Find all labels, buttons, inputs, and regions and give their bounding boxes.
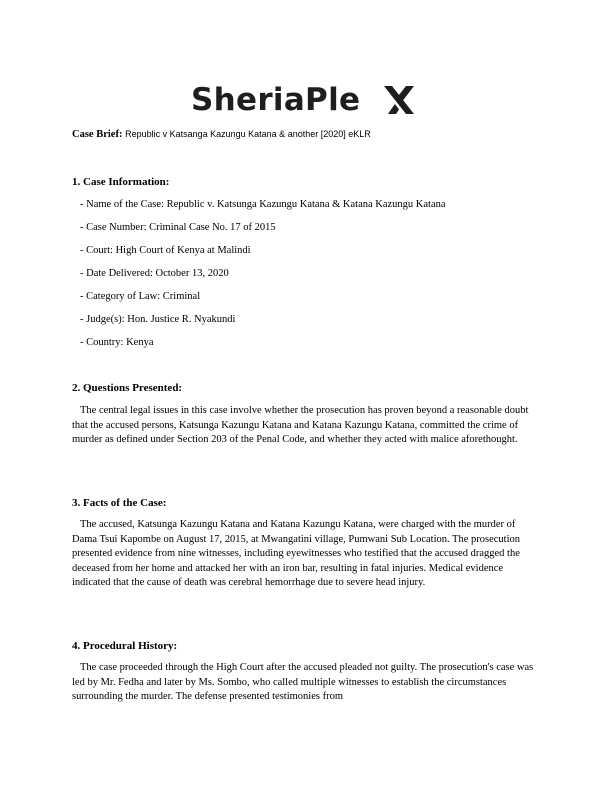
case-info-number: - Case Number: Criminal Case No. 17 of 2015 xyxy=(80,222,276,233)
questions-paragraph: The central legal issues in this case involve whether the prosecution has proven beyond a reasonable doubt that the accused persons, Katsunga Kazungu Katana and Katana Kazungu Katana, committed the crime of murder as defined under Section 203 of the Penal Code, and whether they acted with malice aforethought. xyxy=(72,405,529,446)
case-info-name: - Name of the Case: Republic v. Katsunga Kazungu Katana & Katana Kazungu Katana xyxy=(80,199,446,210)
section-heading-case-information: 1. Case Information: xyxy=(72,176,170,188)
section-heading-facts: 3. Facts of the Case: xyxy=(72,497,167,509)
case-info-category: - Category of Law: Criminal xyxy=(80,291,201,302)
facts-paragraph: The accused, Katsunga Kazungu Katana and Katana Kazungu Katana, were charged with the murder of Dama Tsui Kapombe on August 17, 2015, at Mwangatini village, Pumwani Sub Location. The prosecution presented evidence from nine witnesses, including eyewitnesses who testified that the accused dragged the deceased from her home and attacked her with an iron bar, resulting in fatal injuries. Medical evidence indicated that the cause of death was cerebral hemorrhage due to severe head injury. xyxy=(72,519,520,589)
case-info-judges: - Judge(s): Hon. Justice R. Nyakundi xyxy=(80,314,236,325)
case-info-date: - Date Delivered: October 13, 2020 xyxy=(80,268,229,279)
logo-text: SheriaPle xyxy=(191,82,361,118)
procedural-paragraph: The case proceeded through the High Court after the accused pleaded not guilty. The prosecution's case was led by Mr. Fedha and later by Ms. Sombo, who called multiple witnesses to establish the circumstances surrounding the murder. The defense presented testimonies from xyxy=(72,662,534,703)
section-heading-questions: 2. Questions Presented: xyxy=(72,382,183,394)
case-brief-title: Republic v Katsanga Kazungu Katana & another [2020] eKLR xyxy=(125,129,371,139)
case-info-country: - Country: Kenya xyxy=(80,337,154,348)
case-info-court: - Court: High Court of Kenya at Malindi xyxy=(80,245,251,256)
section-heading-procedural-history: 4. Procedural History: xyxy=(72,640,178,652)
case-brief-line xyxy=(72,127,542,142)
x-logo-mark-icon xyxy=(383,84,415,116)
sheriaplex-logo xyxy=(191,82,360,118)
case-brief-label: Case Brief: xyxy=(72,129,123,140)
